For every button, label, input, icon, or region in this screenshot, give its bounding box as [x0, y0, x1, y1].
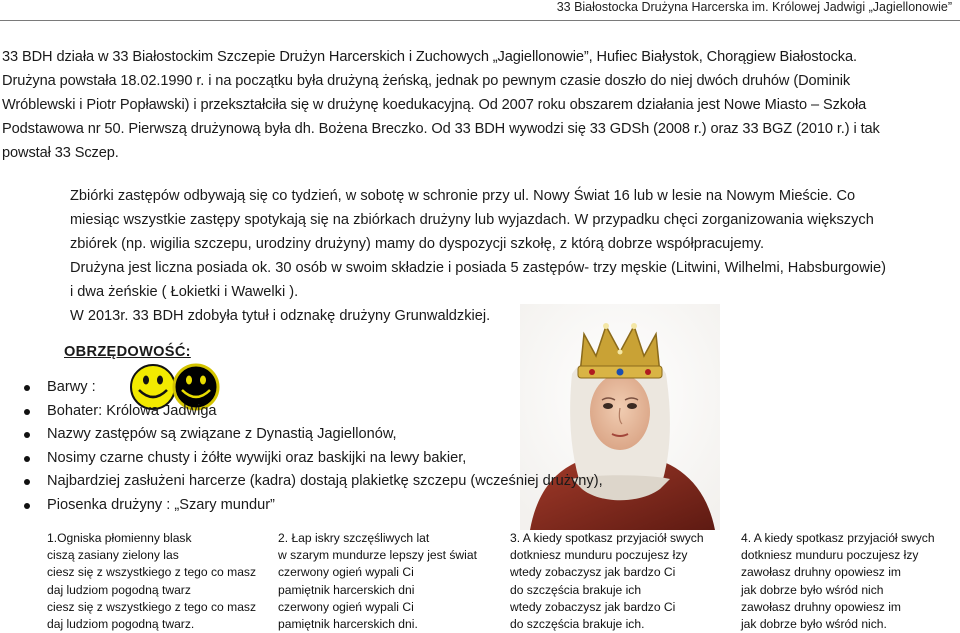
- list-item: Nazwy zastępów są związane z Dynastią Jagiellonów,: [22, 423, 603, 447]
- bullet-icon: [24, 385, 30, 391]
- song-verse-1: 1.Ogniska płomienny blask ciszą zasiany zielony las ciesz się z wszystkiego z tego co masz daj ludziom pogodną twarz ciesz się z wszystkiego z tego co masz daj ludziom pogodną twarz.: [47, 531, 257, 632]
- obrzedowosc-list: [22, 376, 603, 518]
- song-verse-3: 3. A kiedy spotkasz przyjaciół swych dotkniesz munduru poczujesz łzy wtedy zobaczysz jak bardzo Ci do szczęścia brakuje ich wtedy zobaczysz jak bardzo Ci do szczęścia brakuje ich.: [510, 531, 704, 632]
- details-paragraph: [70, 184, 955, 328]
- intro-paragraph: [2, 45, 957, 165]
- details-line: i dwa żeńskie ( Łokietki i Wawelki ).: [70, 284, 299, 300]
- list-item: Barwy :: [22, 376, 603, 400]
- header-divider: [0, 20, 960, 21]
- list-item: Piosenka drużyny : „Szary mundur”: [22, 494, 603, 518]
- bullet-icon: [24, 456, 30, 462]
- intro-line: powstał 33 Sczep.: [2, 145, 119, 161]
- page-header-title: 33 Białostocka Drużyna Harcerska im. Królowej Jadwigi „Jagiellonowie”: [556, 0, 952, 14]
- details-line: Drużyna jest liczna posiada ok. 30 osób w swoim składzie i posiada 5 zastępów- trzy męskie (Litwini, Wilhelmi, Habsburgowie): [70, 260, 886, 276]
- intro-line: Wróblewski i Piotr Popławski) i przekształciła się w drużynę koedukacyjną. Od 2007 roku obszarem działania jest Nowe Miasto – Szkoła: [2, 97, 867, 113]
- details-line: Zbiórki zastępów odbywają się co tydzień, w sobotę w schronie przy ul. Nowy Świat 16 lub w lesie na Nowym Mieście. Co: [70, 188, 856, 204]
- intro-line: Podstawowa nr 50. Pierwszą drużynową była dh. Bożena Breczko. Od 33 BDH wywodzi się 33 GDSh (2008 r.) oraz 33 BGZ (2010 r.) i tak: [2, 121, 880, 137]
- list-item: Bohater: Królowa Jadwiga: [22, 400, 603, 424]
- list-item: Najbardziej zasłużeni harcerze (kadra) dostają plakietkę szczepu (wcześniej drużyny),: [22, 470, 603, 494]
- song-verse-2: 2. Łap iskry szczęśliwych lat w szarym mundurze lepszy jest świat czerwony ogień wypali Ci pamiętnik harcerskich dni czerwony ogień wypali Ci pamiętnik harcerskich dni.: [278, 531, 477, 632]
- bullet-icon: [24, 503, 30, 509]
- list-item: Nosimy czarne chusty i żółte wywijki oraz baskijki na lewy bakier,: [22, 447, 603, 471]
- bullet-icon: [24, 479, 30, 485]
- intro-line: 33 BDH działa w 33 Białostockim Szczepie Drużyn Harcerskich i Zuchowych „Jagiellonowie”, Hufiec Białystok, Chorągiew Białostocka.: [2, 49, 857, 65]
- intro-line: Drużyna powstała 18.02.1990 r. i na początku była drużyną żeńską, jednak po pewnym czasie doszło do niej dwóch druhów (Dominik: [2, 73, 851, 89]
- details-line: miesiąc wszystkie zastępy spotykają się na zbiórkach drużyny lub wyjazdach. W przypadku chęci zorganizowania większych: [70, 212, 874, 228]
- obrzedowosc-heading: OBRZĘDOWOŚĆ:: [64, 344, 191, 360]
- song-verse-4: 4. A kiedy spotkasz przyjaciół swych dotkniesz munduru poczujesz łzy zawołasz druhny opowiesz im jak dobrze było wśród nich zawołasz druhny opowiesz im jak dobrze było wśród nich.: [741, 531, 935, 632]
- details-line: W 2013r. 33 BDH zdobyła tytuł i odznakę drużyny Grunwaldzkiej.: [70, 308, 491, 324]
- bullet-icon: [24, 432, 30, 438]
- details-line: zbiórek (np. wigilia szczepu, urodziny drużyny) mamy do dyspozycji szkołę, z którą dobrze współpracujemy.: [70, 236, 765, 252]
- bullet-icon: [24, 409, 30, 415]
